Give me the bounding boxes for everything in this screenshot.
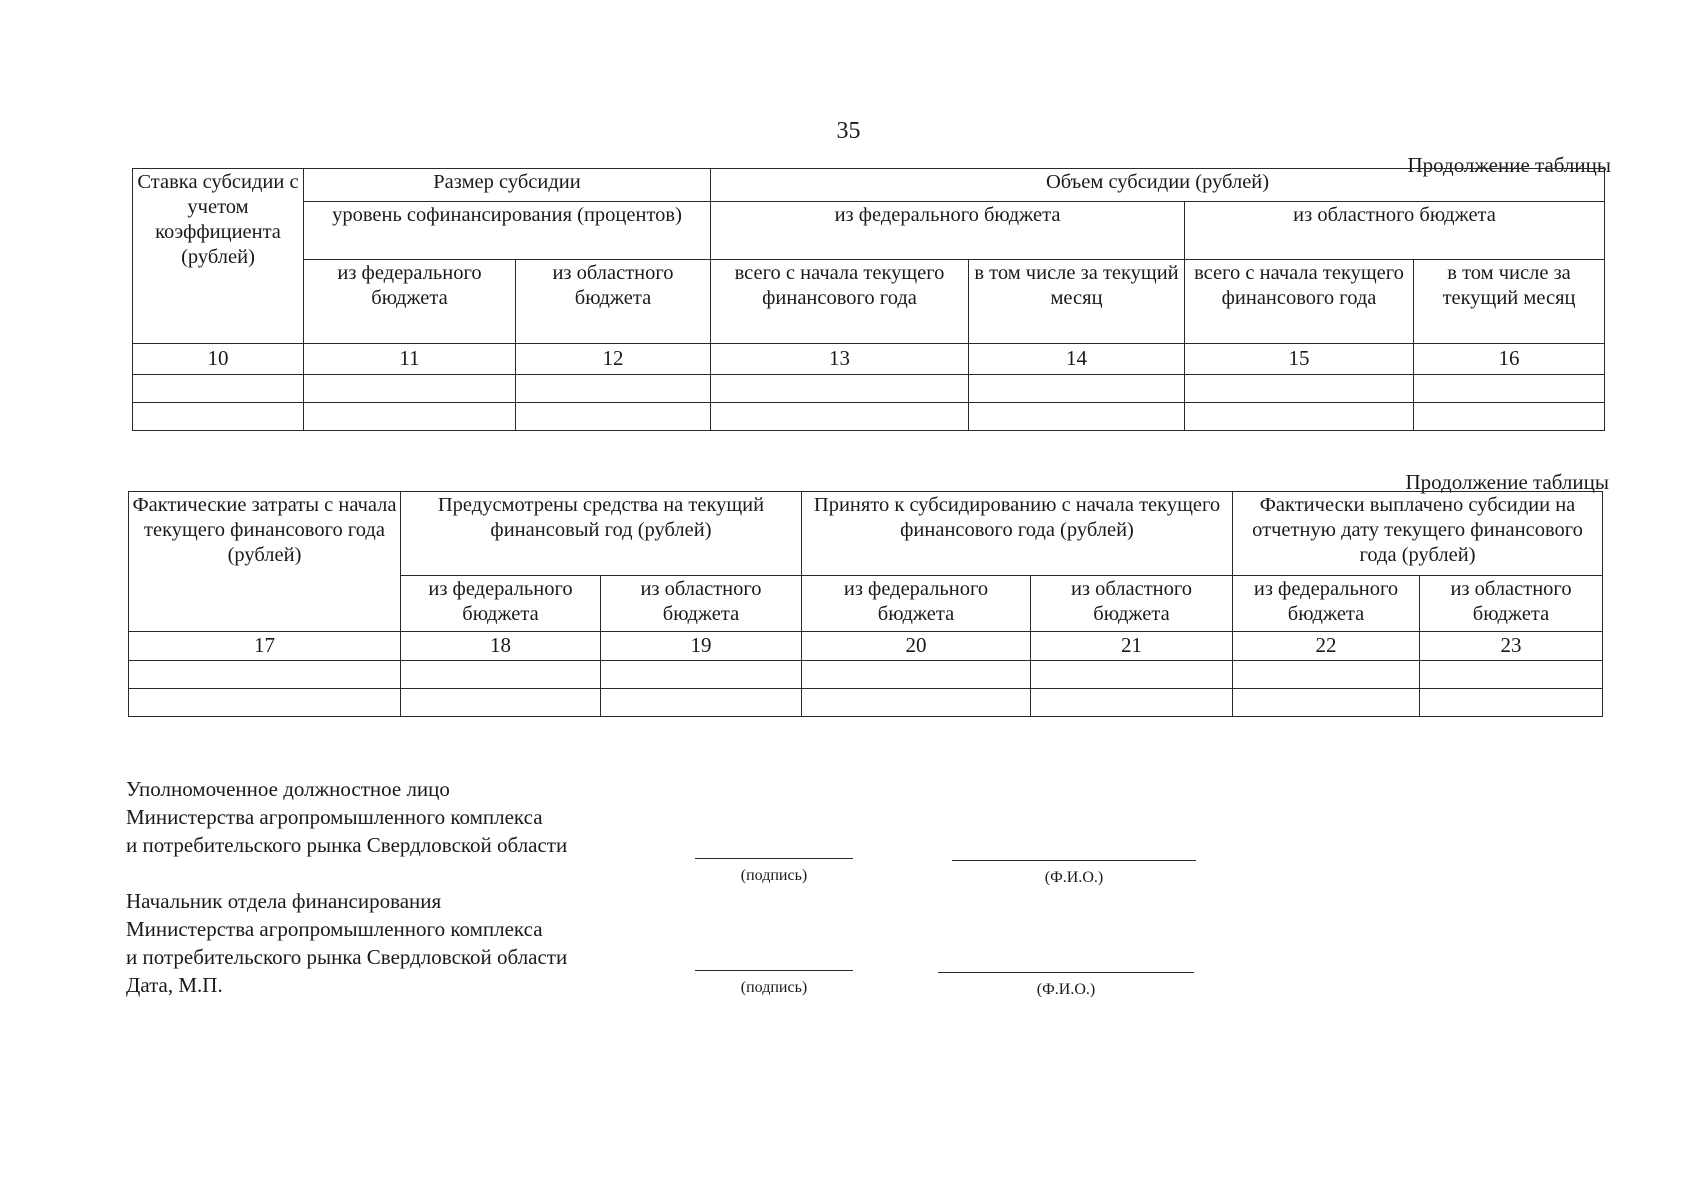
head-title-line: Министерства агропромышленного комплекса	[126, 917, 543, 941]
table-cell	[802, 689, 1031, 717]
head-signature-caption: (подпись)	[740, 979, 808, 996]
column-number: 18	[401, 632, 601, 661]
header-fed-total-year: всего с начала текущего финансового года	[711, 260, 969, 344]
column-number: 11	[304, 344, 516, 375]
table-cell	[711, 403, 969, 431]
header-planned-funds: Предусмотрены средства на текущий финансовый год (рублей)	[401, 492, 802, 576]
table2-continuation-label: Продолжение таблицы	[1405, 470, 1609, 494]
column-number: 16	[1414, 344, 1605, 375]
official-title-block	[126, 775, 567, 859]
header-subsidy-volume: Объем субсидии (рублей)	[711, 169, 1605, 202]
column-number: 19	[601, 632, 802, 661]
header-accepted-regional: из областного бюджета	[1031, 576, 1233, 632]
column-number: 13	[711, 344, 969, 375]
table-cell	[1233, 661, 1420, 689]
header-rate: Ставка субсидии с учетом коэффициента (рублей)	[133, 169, 304, 344]
header-paid-federal: из федерального бюджета	[1233, 576, 1420, 632]
table-cell	[129, 689, 401, 717]
header-fed-current-month: в том числе за текущий месяц	[969, 260, 1185, 344]
table-cell	[1185, 375, 1414, 403]
table-cell	[401, 661, 601, 689]
official-name-line	[952, 860, 1196, 861]
column-number: 17	[129, 632, 401, 661]
table-cell	[401, 689, 601, 717]
header-actual-costs: Фактические затраты с начала текущего финансового года (рублей)	[129, 492, 401, 632]
column-number: 22	[1233, 632, 1420, 661]
official-title-line: и потребительского рынка Свердловской области	[126, 833, 568, 857]
table-cell	[1233, 689, 1420, 717]
table-cell	[601, 689, 802, 717]
column-number: 21	[1031, 632, 1233, 661]
table-cell	[129, 661, 401, 689]
header-paid-regional: из областного бюджета	[1420, 576, 1603, 632]
subsidy-table-2	[128, 491, 1603, 717]
header-paid: Фактически выплачено субсидии на отчетную дату текущего финансового года (рублей)	[1233, 492, 1603, 576]
header-from-federal-budget: из федерального бюджета	[711, 202, 1185, 260]
table-cell	[1420, 689, 1603, 717]
column-number: 12	[516, 344, 711, 375]
table-cell	[1414, 403, 1605, 431]
table-row	[129, 661, 1603, 689]
column-number: 14	[969, 344, 1185, 375]
official-signature-caption: (подпись)	[740, 867, 808, 884]
table-cell	[802, 661, 1031, 689]
header-subsidy-size: Размер субсидии	[304, 169, 711, 202]
table-cell	[304, 375, 516, 403]
table-cell	[969, 375, 1185, 403]
column-number: 23	[1420, 632, 1603, 661]
head-signature-line	[695, 970, 853, 971]
header-planned-federal: из федерального бюджета	[401, 576, 601, 632]
header-accepted: Принято к субсидированию с начала текущего финансового года (рублей)	[802, 492, 1233, 576]
table-row	[129, 689, 1603, 717]
head-name-caption: (Ф.И.О.)	[1036, 981, 1096, 998]
official-title-line: Министерства агропромышленного комплекса	[126, 805, 543, 829]
table-cell	[1414, 375, 1605, 403]
column-number: 15	[1185, 344, 1414, 375]
table-cell	[304, 403, 516, 431]
header-reg-total-year: всего с начала текущего финансового года	[1185, 260, 1414, 344]
column-number: 10	[133, 344, 304, 375]
table-cell	[1031, 689, 1233, 717]
table1-continuation-label: Продолжение таблицы	[1407, 153, 1611, 177]
table-cell	[133, 403, 304, 431]
header-accepted-federal: из федерального бюджета	[802, 576, 1031, 632]
table-cell	[516, 403, 711, 431]
page-number: 35	[836, 118, 861, 144]
official-name-caption: (Ф.И.О.)	[1044, 869, 1104, 886]
table-cell	[133, 375, 304, 403]
official-signature-line	[695, 858, 853, 859]
table-cell	[1185, 403, 1414, 431]
header-reg-current-month: в том числе за текущий месяц	[1414, 260, 1605, 344]
header-cofin-federal: из федерального бюджета	[304, 260, 516, 344]
head-title-line: Начальник отдела финансирования	[126, 889, 442, 913]
head-name-line	[938, 972, 1194, 973]
header-cofin-regional: из областного бюджета	[516, 260, 711, 344]
official-title-line: Уполномоченное должностное лицо	[126, 777, 450, 801]
table-row	[133, 375, 1605, 403]
table-cell	[1420, 661, 1603, 689]
column-number: 20	[802, 632, 1031, 661]
table-cell	[1031, 661, 1233, 689]
table-row	[133, 403, 1605, 431]
table-cell	[601, 661, 802, 689]
head-title-block	[126, 887, 567, 999]
subsidy-table-1	[132, 168, 1605, 431]
header-cofinancing-level: уровень софинансирования (процентов)	[304, 202, 711, 260]
header-from-regional-budget: из областного бюджета	[1185, 202, 1605, 260]
head-title-line: и потребительского рынка Свердловской области	[126, 945, 568, 969]
table-cell	[711, 375, 969, 403]
head-title-line: Дата, М.П.	[126, 973, 223, 997]
table-cell	[516, 375, 711, 403]
table-cell	[969, 403, 1185, 431]
header-planned-regional: из областного бюджета	[601, 576, 802, 632]
